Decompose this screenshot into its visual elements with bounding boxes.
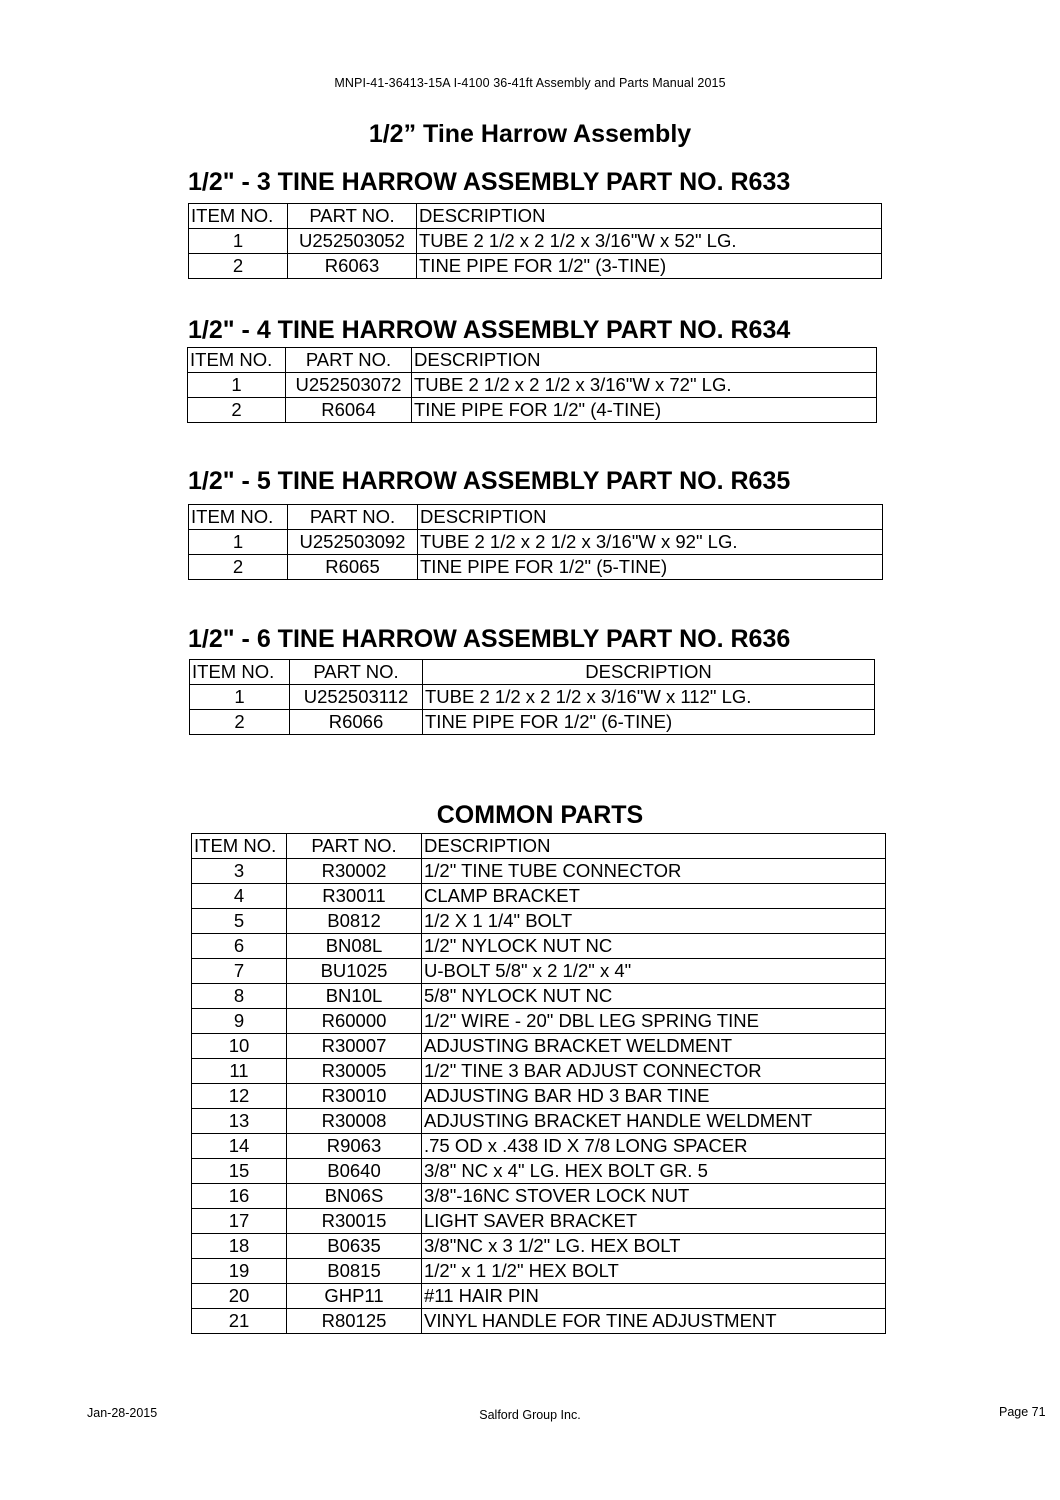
item-no-cell: 1 bbox=[189, 229, 288, 254]
part-no-cell: R30002 bbox=[287, 859, 422, 884]
header-description: DESCRIPTION bbox=[422, 834, 886, 859]
header-description: DESCRIPTION bbox=[418, 505, 883, 530]
document-header: MNPI-41-36413-15A I-4100 36-41ft Assembly and Parts Manual 2015 bbox=[334, 76, 726, 90]
table-row bbox=[188, 373, 877, 398]
parts-table-r633 bbox=[188, 203, 882, 279]
table-row bbox=[188, 398, 877, 423]
table-row bbox=[192, 1259, 886, 1284]
part-no-cell: B0640 bbox=[287, 1159, 422, 1184]
item-no-cell: 21 bbox=[192, 1309, 287, 1334]
description-cell: TINE PIPE FOR 1/2" (6-TINE) bbox=[423, 710, 875, 735]
description-cell: CLAMP BRACKET bbox=[422, 884, 886, 909]
table-row bbox=[189, 229, 882, 254]
table-row bbox=[190, 685, 875, 710]
table-row bbox=[189, 254, 882, 279]
item-no-cell: 4 bbox=[192, 884, 287, 909]
part-no-cell: GHP11 bbox=[287, 1284, 422, 1309]
header-description: DESCRIPTION bbox=[423, 660, 875, 685]
item-no-cell: 1 bbox=[190, 685, 290, 710]
part-no-cell: R9063 bbox=[287, 1134, 422, 1159]
table-row bbox=[192, 859, 886, 884]
item-no-cell: 15 bbox=[192, 1159, 287, 1184]
header-part-no: PART NO. bbox=[288, 505, 418, 530]
item-no-cell: 9 bbox=[192, 1009, 287, 1034]
part-no-cell: R6066 bbox=[290, 710, 423, 735]
item-no-cell: 1 bbox=[189, 530, 288, 555]
description-cell: 1/2" TINE TUBE CONNECTOR bbox=[422, 859, 886, 884]
part-no-cell: R30015 bbox=[287, 1209, 422, 1234]
common-parts-title: COMMON PARTS bbox=[436, 801, 644, 829]
header-part-no: PART NO. bbox=[288, 204, 417, 229]
footer-page-number: Page 71 bbox=[999, 1405, 1046, 1419]
part-no-cell: BN06S bbox=[287, 1184, 422, 1209]
item-no-cell: 6 bbox=[192, 934, 287, 959]
description-cell: 1/2" WIRE - 20" DBL LEG SPRING TINE bbox=[422, 1009, 886, 1034]
item-no-cell: 7 bbox=[192, 959, 287, 984]
table-row bbox=[192, 1309, 886, 1334]
part-no-cell: R30010 bbox=[287, 1084, 422, 1109]
table-header-row bbox=[188, 348, 877, 373]
footer-date: Jan-28-2015 bbox=[87, 1406, 158, 1420]
table-row bbox=[192, 909, 886, 934]
table-row bbox=[192, 1009, 886, 1034]
part-no-cell: U252503092 bbox=[288, 530, 418, 555]
item-no-cell: 13 bbox=[192, 1109, 287, 1134]
description-cell: 3/8"-16NC STOVER LOCK NUT bbox=[422, 1184, 886, 1209]
header-description: DESCRIPTION bbox=[412, 348, 877, 373]
item-no-cell: 14 bbox=[192, 1134, 287, 1159]
description-cell: LIGHT SAVER BRACKET bbox=[422, 1209, 886, 1234]
description-cell: 1/2" x 1 1/2" HEX BOLT bbox=[422, 1259, 886, 1284]
table-row bbox=[192, 1184, 886, 1209]
table-row bbox=[192, 1234, 886, 1259]
description-cell: ADJUSTING BRACKET WELDMENT bbox=[422, 1034, 886, 1059]
part-no-cell: R60000 bbox=[287, 1009, 422, 1034]
table-header-row bbox=[189, 204, 882, 229]
page-title: 1/2” Tine Harrow Assembly bbox=[368, 120, 692, 148]
part-no-cell: BN08L bbox=[287, 934, 422, 959]
description-cell: 5/8" NYLOCK NUT NC bbox=[422, 984, 886, 1009]
part-no-cell: B0812 bbox=[287, 909, 422, 934]
description-cell: U-BOLT 5/8" x 2 1/2" x 4" bbox=[422, 959, 886, 984]
table-row bbox=[192, 1134, 886, 1159]
section-title-r634: 1/2" - 4 TINE HARROW ASSEMBLY PART NO. R634 bbox=[188, 316, 791, 344]
parts-table-r635 bbox=[188, 504, 883, 580]
item-no-cell: 2 bbox=[188, 398, 286, 423]
table-header-row bbox=[192, 834, 886, 859]
part-no-cell: R6065 bbox=[288, 555, 418, 580]
part-no-cell: B0815 bbox=[287, 1259, 422, 1284]
part-no-cell: R80125 bbox=[287, 1309, 422, 1334]
header-part-no: PART NO. bbox=[290, 660, 423, 685]
header-part-no: PART NO. bbox=[286, 348, 412, 373]
table-header-row bbox=[189, 505, 883, 530]
item-no-cell: 2 bbox=[190, 710, 290, 735]
part-no-cell: U252503072 bbox=[286, 373, 412, 398]
table-row bbox=[192, 984, 886, 1009]
table-row bbox=[192, 1084, 886, 1109]
item-no-cell: 2 bbox=[189, 254, 288, 279]
part-no-cell: R30008 bbox=[287, 1109, 422, 1134]
item-no-cell: 2 bbox=[189, 555, 288, 580]
section-title-r636: 1/2" - 6 TINE HARROW ASSEMBLY PART NO. R636 bbox=[188, 625, 791, 653]
table-row bbox=[189, 555, 883, 580]
table-row bbox=[192, 1159, 886, 1184]
header-part-no: PART NO. bbox=[287, 834, 422, 859]
description-cell: TUBE 2 1/2 x 2 1/2 x 3/16"W x 52" LG. bbox=[417, 229, 882, 254]
item-no-cell: 17 bbox=[192, 1209, 287, 1234]
section-title-r633: 1/2" - 3 TINE HARROW ASSEMBLY PART NO. R633 bbox=[188, 168, 791, 196]
part-no-cell: R30011 bbox=[287, 884, 422, 909]
part-no-cell: R30007 bbox=[287, 1034, 422, 1059]
description-cell: TUBE 2 1/2 x 2 1/2 x 3/16"W x 92" LG. bbox=[418, 530, 883, 555]
table-row bbox=[192, 934, 886, 959]
description-cell: ADJUSTING BRACKET HANDLE WELDMENT bbox=[422, 1109, 886, 1134]
table-row bbox=[192, 959, 886, 984]
header-item-no: ITEM NO. bbox=[192, 834, 287, 859]
item-no-cell: 5 bbox=[192, 909, 287, 934]
part-no-cell: R6064 bbox=[286, 398, 412, 423]
item-no-cell: 1 bbox=[188, 373, 286, 398]
description-cell: 3/8"NC x 3 1/2" LG. HEX BOLT bbox=[422, 1234, 886, 1259]
description-cell: TINE PIPE FOR 1/2" (3-TINE) bbox=[417, 254, 882, 279]
item-no-cell: 8 bbox=[192, 984, 287, 1009]
table-row bbox=[192, 884, 886, 909]
item-no-cell: 10 bbox=[192, 1034, 287, 1059]
part-no-cell: R30005 bbox=[287, 1059, 422, 1084]
description-cell: 3/8" NC x 4" LG. HEX BOLT GR. 5 bbox=[422, 1159, 886, 1184]
parts-table-r634 bbox=[187, 347, 877, 423]
description-cell: TINE PIPE FOR 1/2" (5-TINE) bbox=[418, 555, 883, 580]
item-no-cell: 3 bbox=[192, 859, 287, 884]
description-cell: 1/2 X 1 1/4" BOLT bbox=[422, 909, 886, 934]
item-no-cell: 16 bbox=[192, 1184, 287, 1209]
part-no-cell: BU1025 bbox=[287, 959, 422, 984]
section-title-r635: 1/2" - 5 TINE HARROW ASSEMBLY PART NO. R635 bbox=[188, 467, 791, 495]
part-no-cell: R6063 bbox=[288, 254, 417, 279]
table-row bbox=[189, 530, 883, 555]
table-row bbox=[190, 710, 875, 735]
part-no-cell: U252503052 bbox=[288, 229, 417, 254]
description-cell: .75 OD x .438 ID X 7/8 LONG SPACER bbox=[422, 1134, 886, 1159]
item-no-cell: 20 bbox=[192, 1284, 287, 1309]
description-cell: TUBE 2 1/2 x 2 1/2 x 3/16"W x 72" LG. bbox=[412, 373, 877, 398]
table-header-row bbox=[190, 660, 875, 685]
description-cell: TUBE 2 1/2 x 2 1/2 x 3/16"W x 112" LG. bbox=[423, 685, 875, 710]
common-parts-table bbox=[191, 833, 886, 1334]
item-no-cell: 11 bbox=[192, 1059, 287, 1084]
part-no-cell: U252503112 bbox=[290, 685, 423, 710]
description-cell: TINE PIPE FOR 1/2" (4-TINE) bbox=[412, 398, 877, 423]
part-no-cell: B0635 bbox=[287, 1234, 422, 1259]
description-cell: 1/2" NYLOCK NUT NC bbox=[422, 934, 886, 959]
header-item-no: ITEM NO. bbox=[189, 505, 288, 530]
table-row bbox=[192, 1059, 886, 1084]
table-row bbox=[192, 1209, 886, 1234]
part-no-cell: BN10L bbox=[287, 984, 422, 1009]
header-item-no: ITEM NO. bbox=[189, 204, 288, 229]
header-item-no: ITEM NO. bbox=[190, 660, 290, 685]
footer-company: Salford Group Inc. bbox=[479, 1408, 581, 1422]
header-description: DESCRIPTION bbox=[417, 204, 882, 229]
parts-table-r636 bbox=[189, 659, 875, 735]
description-cell: VINYL HANDLE FOR TINE ADJUSTMENT bbox=[422, 1309, 886, 1334]
item-no-cell: 12 bbox=[192, 1084, 287, 1109]
header-item-no: ITEM NO. bbox=[188, 348, 286, 373]
table-row bbox=[192, 1109, 886, 1134]
table-row bbox=[192, 1034, 886, 1059]
description-cell: ADJUSTING BAR HD 3 BAR TINE bbox=[422, 1084, 886, 1109]
description-cell: 1/2" TINE 3 BAR ADJUST CONNECTOR bbox=[422, 1059, 886, 1084]
item-no-cell: 19 bbox=[192, 1259, 287, 1284]
table-row bbox=[192, 1284, 886, 1309]
description-cell: #11 HAIR PIN bbox=[422, 1284, 886, 1309]
item-no-cell: 18 bbox=[192, 1234, 287, 1259]
